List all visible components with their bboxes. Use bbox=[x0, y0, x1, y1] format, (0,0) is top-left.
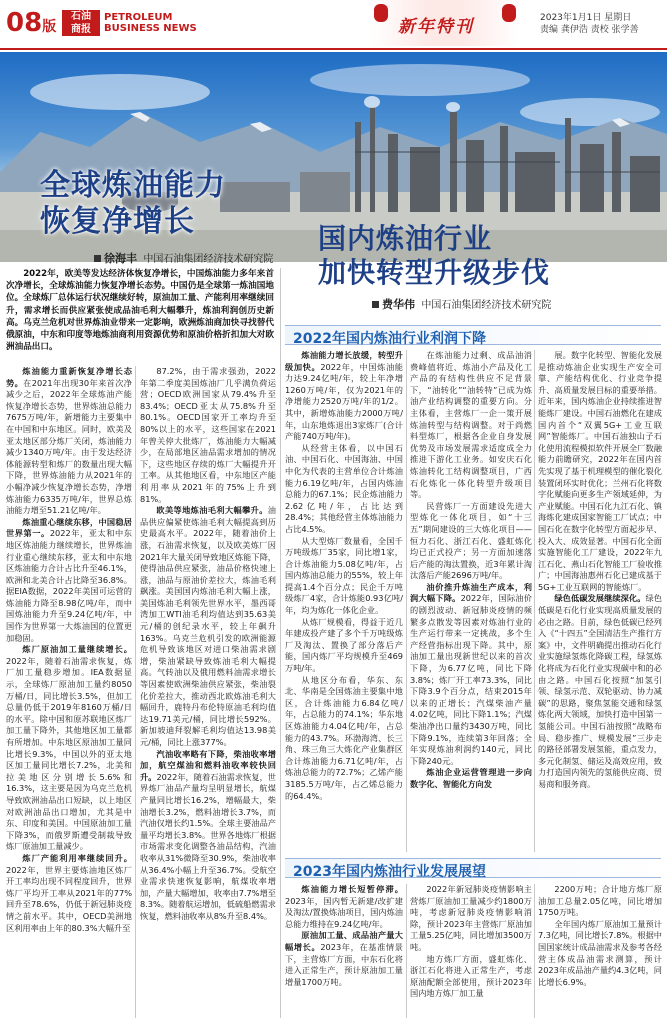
left-article-lead: 2022年，欧美等发达经济体恢复净增长，中国炼油能力多年来首次净增长，全球炼油能力恢复净增长态势。中国仍是全球第一炼油国地位。全球炼厂总体运行状况继续好转，原油加工量、产能利用率继续回升，需求增长而供应紧张使成品油毛利大幅攀升，炼油利润创历史新高。乌克兰危机对世界炼油业带来一定影响，欧洲炼油商加快寻找替代俄原油，中东和印度等地炼油商利用资源优势和原油价格折扣加大对欧洲油品出口。 bbox=[6, 269, 274, 353]
paragraph-text: 2022年，国际油价的剧烈波动、新冠肺炎疫情的频繁多点散发等因素对炼油行业的生产运行带来一定挑战，多个生产经营指标出现下降。其中，原油加工量出现新世纪以来的首次下降，为6.77亿吨，同比下降3.8%；炼厂开工率73.3%，同比下降3.9个百分点，结束2015年以来的正增长；汽煤柴油产量4.02亿吨，同比下降1.1%；汽煤柴油净出口量约3430万吨，同比下降9.1%，连续第3年回落；全年实现炼油利润约140元，同比下降240元。 bbox=[410, 593, 532, 766]
paragraph-text: 2022年新冠肺炎疫情影响主营炼厂原油加工量减少约1800万吨，考虑新冠肺炎疫情影响消除，预计2023年主营炼厂原油加工量5.25亿吨，同比增加3500万吨。 bbox=[410, 884, 532, 952]
paragraph-subhead: 欧美等地炼油毛利大幅攀升。 bbox=[156, 505, 268, 516]
paragraph-subhead: 汽油收率略有下降，柴油收率增加，航空煤油和燃料油收率较快回升。 bbox=[140, 748, 276, 782]
column-divider bbox=[406, 350, 407, 852]
paragraph-text: 在炼油能力过剩、成品油消费峰值将近、炼油小产品及化工产品的有结构性供应不足背景下，“油转化”“油转特”已成为炼油产业结构调整的重要方向。分主体看，主营炼厂一企一策开展炼油转型与结构调整。对于尚燃料型炼厂，根据各企业自身发展优势及市场发展需求适度成全力推进下游化工业务。如安庆石化炼油转化工结构调整项目，广西石化炼化一体化转型升级项目等。 bbox=[410, 350, 532, 500]
paragraph bbox=[538, 884, 662, 919]
left-article-title: 全球炼油能力 恢复净增长 bbox=[40, 168, 226, 239]
outlook-column-3 bbox=[538, 884, 662, 1018]
paragraph bbox=[410, 582, 532, 768]
paragraph-text: 2023年，在基准情景下，主营炼厂方面，中东石化将进入正常生产，预计原油加工量增量1700万吨。 bbox=[285, 941, 403, 987]
outlook-column-2 bbox=[410, 884, 532, 1018]
paragraph-subhead: 绿色低碳发展继续深化。 bbox=[554, 593, 646, 604]
paragraph bbox=[6, 366, 132, 517]
paragraph-text: 2022年，随着石油需求恢复，炼厂加工量稳步增加。IEA数据显示，全球炼厂原油加工量约8050万桶/日，同比增长3.5%，但加工总量仍低于2019年8160万桶/日的水平。除中国和原苏联地区炼厂加工量下降外，其他地区加工量都有所增加。中东地区原油加工量同比增长9.3%，中国以外的亚太地区加工量同比增长7.2%，北美和拉美地区分别增长5.6%和16.3%，这主要是因为乌克兰危机导致欧洲油品出口短缺，以上地区对欧洲油品出口增加，尤其是中东、印度和美国。中国原油加工量下降3%，而俄罗斯遭受制裁导致炼厂原油加工量减少。 bbox=[6, 655, 132, 852]
paragraph-subhead: 炼油重心继续东移，中国稳居世界第一。 bbox=[6, 516, 132, 539]
paragraph bbox=[6, 853, 132, 934]
lantern-icon bbox=[374, 4, 388, 22]
paragraph-text: 从大型炼厂数量看，全国千万吨级炼厂35家，同比增1家，合计炼油能力5.08亿吨/年，占国内炼油总能力的55%，较上年提高1.4个百分点；民企千万吨级炼厂4家，合计炼能0.93亿吨/年，均为炼化一体化企业。 bbox=[285, 535, 403, 616]
paragraph bbox=[140, 366, 276, 505]
paragraph-text: 2022年，世界主要炼油地区炼厂开工率均出现不同程度回升，世界炼厂平均开工率从2021年的77%回升至78.6%，仍低于新冠肺炎疫情之前水平。其中，OECD美洲地区利用率由上年的80.3%大幅升至 bbox=[6, 864, 132, 933]
paragraph bbox=[140, 749, 276, 923]
editor-credits: 责编 龚伊浩 责校 张学善 bbox=[540, 25, 639, 35]
paragraph-subhead: 炼厂产能利用率继续回升。 bbox=[22, 852, 132, 863]
column-divider bbox=[135, 366, 136, 1018]
paragraph-text: 2200万吨；合计地方炼厂原油加工总量2.05亿吨，同比增加1750万吨。 bbox=[538, 884, 662, 918]
page-number: 08版 bbox=[6, 8, 57, 38]
new-year-banner bbox=[370, 0, 520, 46]
section-banner-2023: 2023年国内炼油行业发展展望 bbox=[285, 858, 661, 878]
paragraph bbox=[6, 644, 132, 853]
paragraph-subhead: 炼油能力增长短暂停滞。 bbox=[301, 884, 403, 894]
paragraph bbox=[285, 884, 403, 930]
right-article-byline: 费华伟 中国石油集团经济技术研究院 bbox=[372, 296, 551, 312]
paragraph bbox=[285, 617, 403, 675]
paragraph-text: 展。数字化转型、智能化发展是推动炼油企业实现生产安全可靠、产能结构优化、行业竞争提升、高质量发展目标的重要举措。近年来，国内炼油企业持续推进智能炼厂建设。中国石油燃化在建成国内首个“双翼5G+工业互联网”智能炼厂。中国石油独山子石化使用流程模拟软件开展全厂数融能力前瞻研究，2022年在国内首先实现了基于机理模型的催化裂化装置闭环实时优化；兰州石化将数字化赋能向更多生产领域延伸，为产业赋能。中国石化九江石化、镇海炼化建成国家智能工厂试点；中国石化在数字化转型方面起步早、投入大、成效显著。中国石化全面实施智能化工厂建设，2022年九江石化、燕山石化智能工厂验收推广；中国海油惠州石化已建成基于5G+工业互联网的智能炼厂。 bbox=[538, 350, 662, 592]
paragraph bbox=[410, 767, 532, 790]
page-header bbox=[0, 0, 667, 50]
paragraph-text: 全年国内炼厂原油加工量预计7.3亿吨，同比增长7.8%。根据中国国家统计成品油需求及参考各经营主体成品油需求测算，预计2023年成品油产量约4.3亿吨，同比增长6.9%。 bbox=[538, 918, 662, 987]
paragraph-text: 油品供应偏紧使炼油毛利大幅提高到历史最高水平。2022年，随着油价上涨，石油需求恢复，以及欧美炼厂因2021年大量关闭导致地区炼能下降，使得油品供应紧张，油品价格快速上涨，油品与原油价差拉大，炼油毛利飙涨。美国国内炼油毛利大幅上涨，美国炼油毛利领先世界水平，墨西哥湾加工WTI油毛利均值达到35.63美元/桶的创纪录水平，较上年飙升163%。乌克兰危机引发的欧洲能源危机导致该地区对进口柴油需求剧增，柴油紧缺导致炼油毛利大幅提高。气转油以及俄用燃料油需求增长等因素使欧洲柴油供应紧张，柴油裂化价差拉大，推动西北欧炼油毛利大幅回升，鹿特丹布伦特原油毛利均值达19.71美元/桶，同比增长592%。新加坡迪拜裂解毛利均值达13.98美元/桶，同比上涨377%。 bbox=[140, 505, 276, 747]
paragraph bbox=[538, 919, 662, 989]
paragraph-text: 87.2%，由于需求强劲，2022年第二季度美国炼油厂几乎满负荷运营；OECD欧洲国家从79.4%升至83.4%；OECD亚太从75.8%升至80.1%。OECD国家开工率均升至80%以上的水平，这些国家在2021年曾关停大批炼厂，炼油能力大幅减少，在局部地区油品需求增加的情况下，这些地区存续的炼厂大幅提升开工率。从其他地区看，中东地区产能利用率从2021年的75%上升到81%。 bbox=[140, 366, 276, 504]
paragraph bbox=[538, 593, 662, 790]
paragraph-text: 绿色低碳是石化行业实现高质量发展的必由之路。目前，绿色低碳已经列入《“十四五”全国清洁生产推行方案》中，文件明确提出推动石化行业实施绿氢炼化降碳工程，绿氢炼化将成为石化行业实现碳中和的必由之路。中国石化按照“加氢引领、绿氢示范、双轮驱动、协力减碳”的思路，聚焦氢能交通和绿氢炼化两大领域，加快打造中国第一氢能公司。中国石油按照“战略布局、稳步推广、规模发展”三步走的路径部署发展氢能，重点发力，多元化制氢、储运及高效应用，致力打造国内领先的氢能供应商、贸易商和服务商。 bbox=[538, 593, 662, 789]
byline-square-icon bbox=[372, 301, 379, 308]
paragraph bbox=[410, 350, 532, 501]
paragraph-text: 2022年，亚太和中东地区炼油能力继续增长，世界炼油行业重心继续东移，亚太和中东地区炼油能力合计占比升至46.1%，欧洲和北美合计占比降至36.8%。据EIA数据，2022年美国可运营的炼油能力降至8.98亿吨/年，而中国炼油能力升至9.24亿吨/年，中国作为世界第一大炼油国的位置更加稳固。 bbox=[6, 528, 132, 643]
paragraph-subhead: 炼油能力增长放缓，转型升级加快。 bbox=[285, 350, 403, 372]
paragraph-subhead: 原油加工量、成品油产量大幅增长。 bbox=[285, 930, 403, 952]
banner-title: 新年特刊 bbox=[398, 17, 474, 37]
paragraph bbox=[410, 501, 532, 582]
right-article-column-1 bbox=[285, 350, 403, 852]
right-article-column-2 bbox=[410, 350, 532, 852]
right-article-column-3 bbox=[538, 350, 662, 852]
paragraph-subhead: 炼厂原油加工量继续增长。 bbox=[22, 644, 132, 655]
section-banner-2022: 2022年国内炼油行业利润下降 bbox=[285, 325, 661, 345]
paragraph bbox=[538, 350, 662, 593]
column-divider bbox=[534, 884, 535, 1018]
paragraph bbox=[140, 505, 276, 748]
paragraph-subhead: 油价推升炼油生产成本，利润大幅下降。 bbox=[410, 581, 532, 604]
column-divider bbox=[280, 268, 281, 1018]
issue-meta bbox=[540, 12, 639, 36]
column-divider bbox=[534, 350, 535, 852]
paragraph-subhead: 炼油企业运营管理进一步向数字化、智能化方向发 bbox=[410, 767, 532, 789]
paragraph-text: 地方炼厂方面，盛虹炼化、浙江石化将进入正常生产，考虑原油配额全部使用，预计2023年国内地方炼厂加工量 bbox=[410, 953, 532, 999]
column-divider bbox=[406, 884, 407, 1018]
paragraph bbox=[285, 350, 403, 443]
paragraph-text: 民营炼厂一方面建设先进大型炼化一体化项目，如“十三五”期间建设的三大炼化项目——恒力石化、浙江石化、盛虹炼化均已正式投产；另一方面加速落后产能的淘汰置换，近3年累计淘汰落后产能2696万吨/年。 bbox=[410, 500, 532, 581]
paragraph-text: 在2021年出现30年来首次净减少之后，2022年全球炼油产能恢复净增长态势，世界炼油总能力7675万吨/年，新增能力主要集中在中国和中东地区。同时，欧美及亚太地区部分炼厂关闭，炼油能力减少1340万吨/年。由于发达经济体能源转型和炼厂的数量出现大幅下降，世界炼油能力从2021年的小幅净减少恢复净增长态势，净增炼油能力6335万吨/年，世界总炼油能力增至51.21亿吨/年。 bbox=[6, 377, 132, 516]
paragraph-text: 2023年，国内暂无新建/改扩建及淘汰/置换炼油项目，国内炼油总能力维持在9.24亿吨/年。 bbox=[285, 895, 403, 929]
paragraph bbox=[285, 930, 403, 988]
paragraph bbox=[410, 884, 532, 954]
paragraph bbox=[410, 954, 532, 1000]
byline-square-icon bbox=[94, 255, 101, 262]
paragraph-text: 从经营主体看，以中国石油、中国石化、中国海油、中国中化为代表的主营单位合计炼油能力6.19亿吨/年，占国内炼油总能力的67.1%；民企炼油能力2.62亿吨/年，占比达到28.4%；其他经营主体炼油能力占比4.5%。 bbox=[285, 442, 403, 534]
paragraph bbox=[285, 443, 403, 536]
paragraph-text: 从地区分布看，华东、东北、华南是全国炼油主要集中地区，合计炼油能力6.84亿吨/年，占总能力的74.1%；华东地区炼油能力4.04亿吨/年，占总能力的43.7%。环渤海湾、长三角、珠三角三大炼化产业集群区合计炼油能力6.71亿吨/年，占炼油总能力的72.7%；乙烯产能3185.5万吨/年，占乙烯总能力的64.4%。 bbox=[285, 674, 403, 801]
paragraph-subhead: 炼油能力重新恢复净增长态势。 bbox=[6, 366, 132, 388]
left-article-byline: 徐海丰 中国石油集团经济技术研究院 bbox=[94, 250, 273, 266]
left-article-column-1 bbox=[6, 366, 132, 1018]
paragraph bbox=[6, 517, 132, 645]
outlook-column-1 bbox=[285, 884, 403, 1018]
lantern-icon bbox=[502, 4, 516, 22]
issue-date: 2023年1月1日 星期日 bbox=[540, 13, 632, 23]
publication-name-en: PETROLEUM BUSINESS NEWS bbox=[104, 12, 197, 34]
newspaper-logo: 石油 商报 bbox=[62, 10, 100, 36]
paragraph-text: 从炼厂规模看，得益于近几年建成投产建了多个千万吨级炼厂及淘汰、置换了部分落后产能，国内炼厂平均规模升至469万吨/年。 bbox=[285, 616, 403, 674]
right-article-title: 国内炼油行业 加快转型升级步伐 bbox=[318, 222, 551, 289]
left-article-column-2 bbox=[140, 366, 276, 1018]
paragraph bbox=[285, 536, 403, 617]
paragraph bbox=[285, 675, 403, 803]
paragraph-text: 2022年，中国炼油能力达9.24亿吨/年，较上年净增1260万吨/年，仅为2021年的净增能力2520万吨/年的1/2。其中，新增炼油能力2000万吨/年，山东地炼退出3家炼厂(合计产能740万吨/年)。 bbox=[285, 361, 403, 442]
paragraph-text: 2022年，随着石油需求恢复，世界炼厂油品产量均呈明显增长，航煤产量同比增长16.2%，增幅最大，柴油增长3.2%，燃料油增长3.7%，而汽油仅增长约1.5%。全球主要油品产量平均增长3.8%。世界各地炼厂根据市场需求变化调整各油品结构，汽油收率从31%微降至30.9%，柴油收率从36.4%小幅上升至36.7%。受航空业需求快速恢复影响，航煤收率增加，产量大幅增加，收率由7.7%增至8.3%。随着航运增加，低硫船燃需求恢复，燃料油收率从8%升至8.4%。 bbox=[140, 771, 276, 921]
